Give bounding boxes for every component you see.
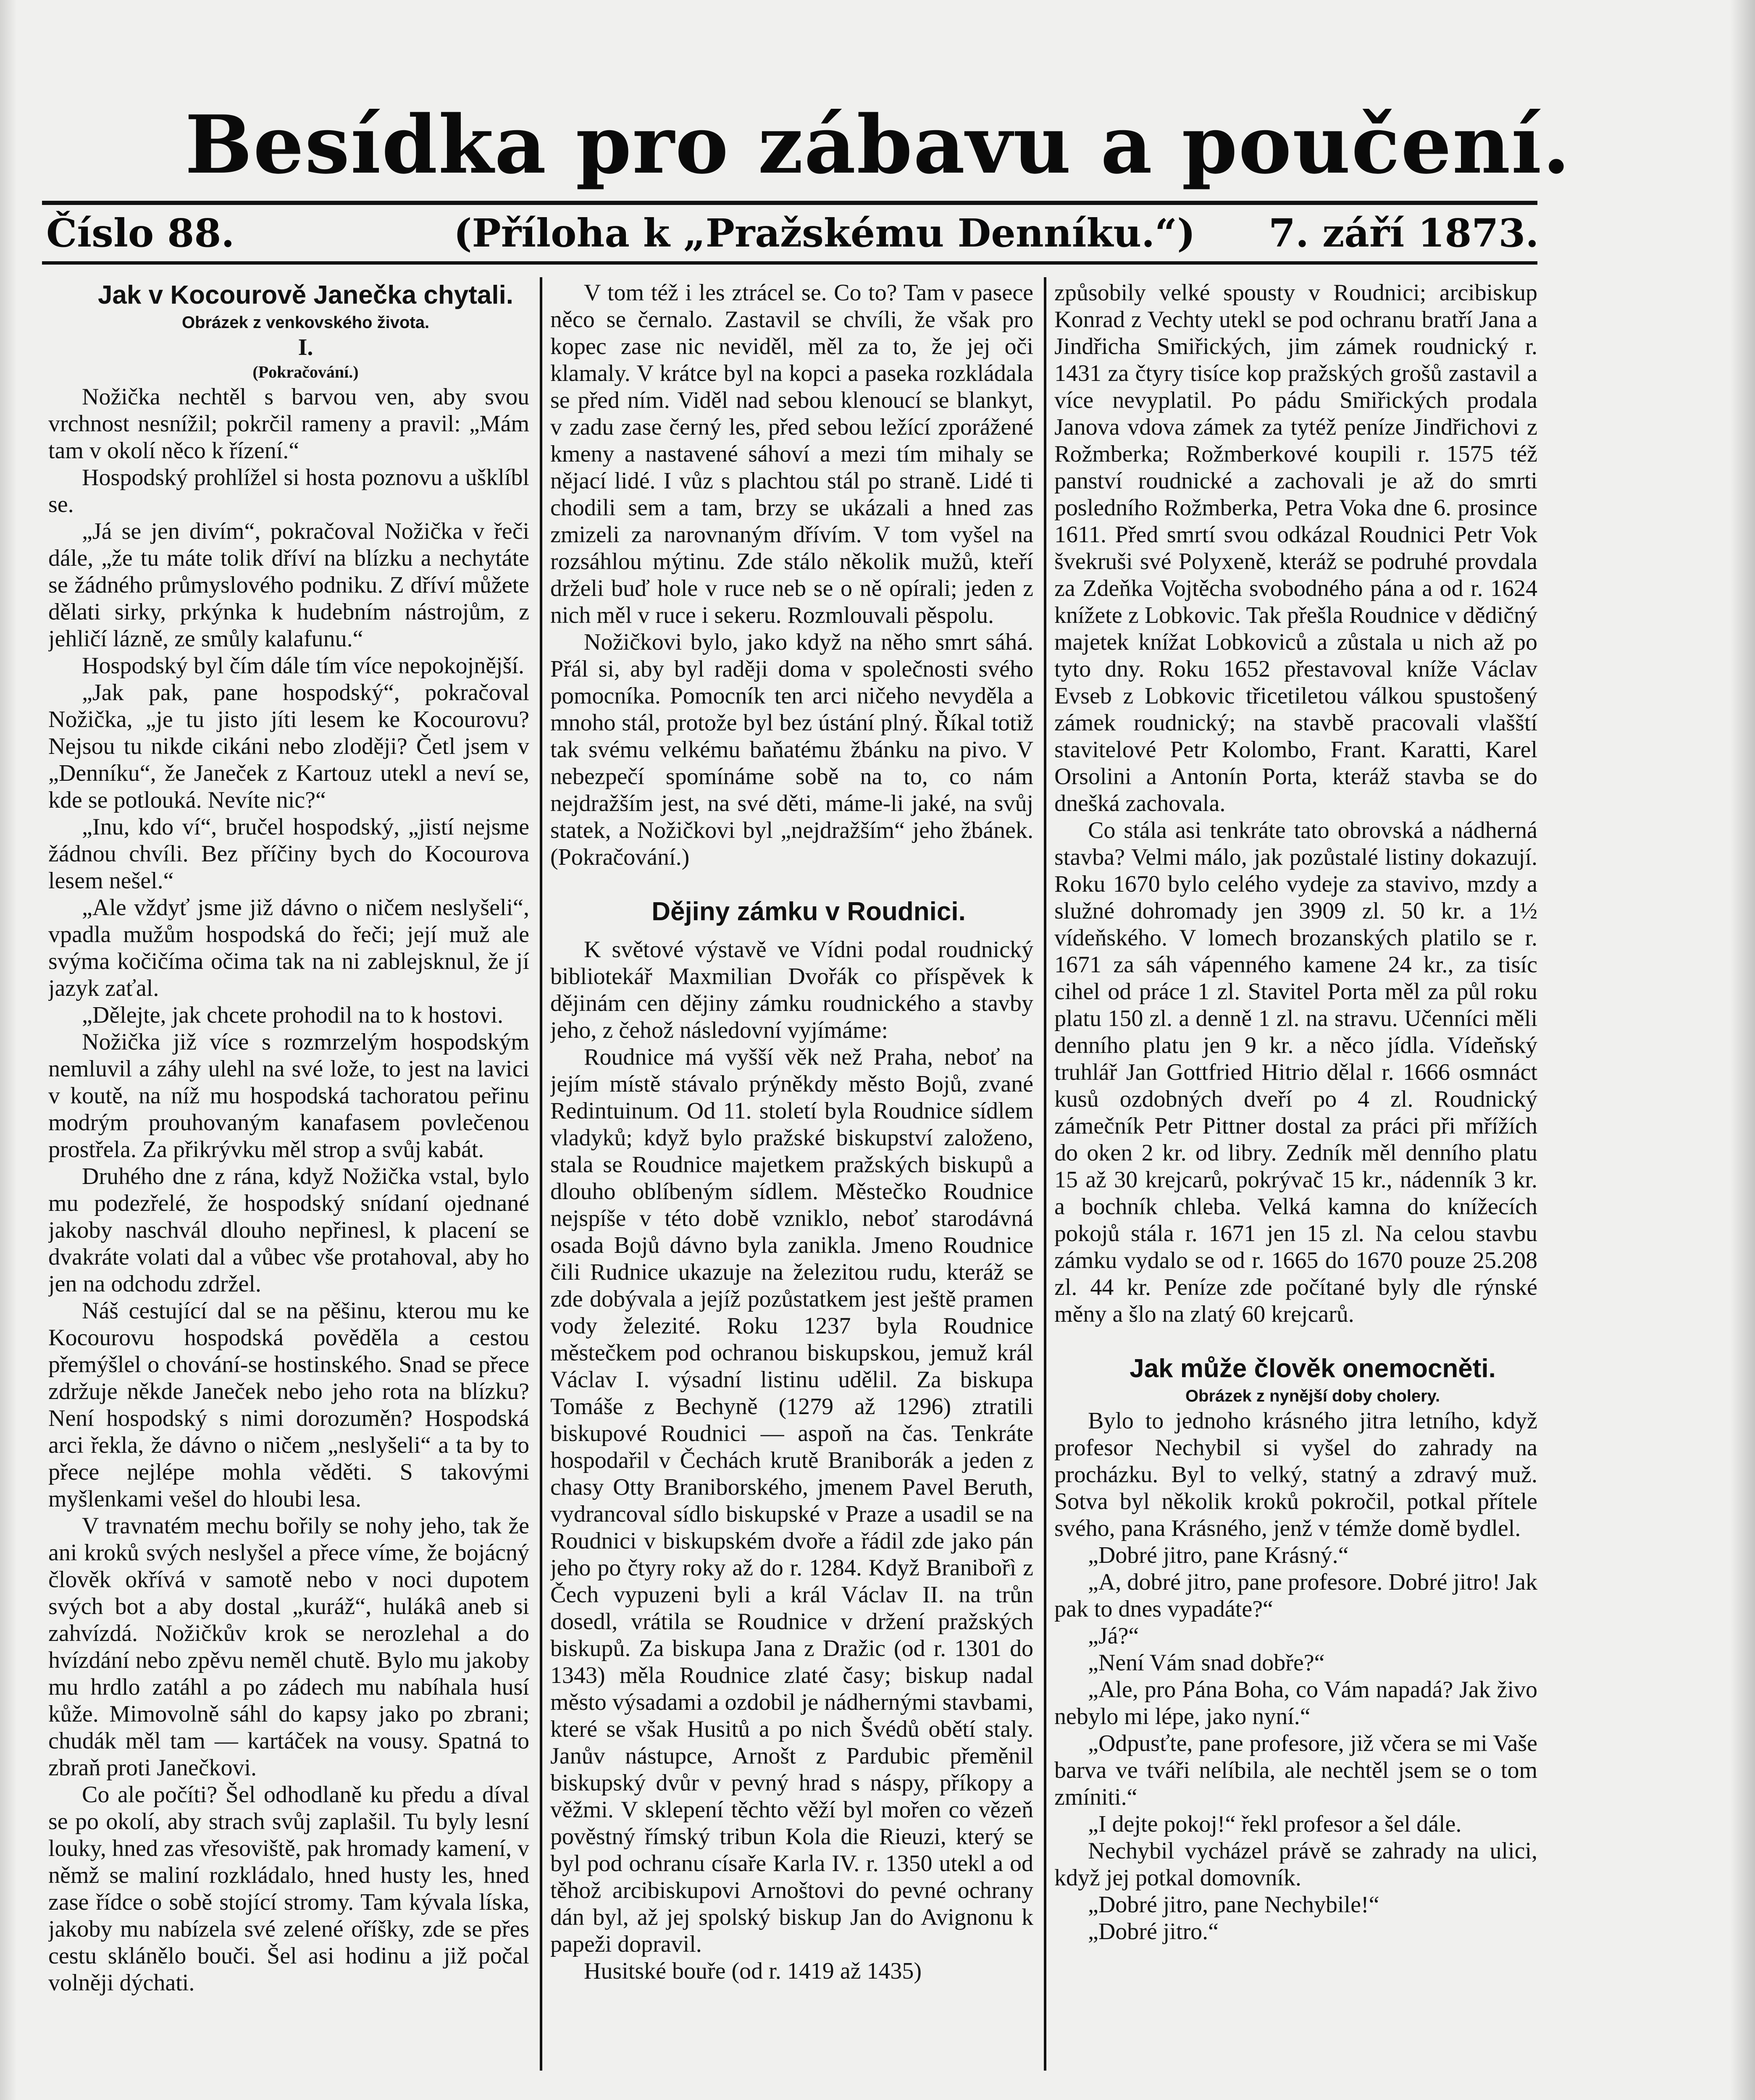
article-part: I. [298,334,313,360]
paragraph: „I dejte pokoj!“ řekl profesor a šel dále. [1088,1811,1462,1837]
column-divider-1 [540,277,542,2071]
paragraph: „Já?“ [1088,1623,1139,1649]
paragraph: Nechybil vycházel právě se zahrady na ulici, když jej potkal domovník. [1054,1838,1537,1891]
paragraph: „Dělejte, jak chcete prohodil na to k hostovi. [82,1002,504,1028]
paragraph: „Ale vždyť jsme již dávno o ničem neslyšeli“, vpadla mužům hospodská do řeči; její muž ale svýma kočičíma očima tak na ni zablejsknul, že jí jazyk zaťal. [48,895,529,1001]
paragraph: „Ale, pro Pána Boha, co Vám napadá? Jak živo nebylo mi lépe, jako nyní.“ [1054,1677,1537,1730]
paragraph: Hospodský prohlížel si hosta poznovu a ušklíbl se. [48,465,529,517]
page-edge-left [0,0,17,2100]
article-title: Dějiny zámku v Roudnici. [652,897,966,926]
supplement-note: (Příloha k „Pražskému Denníku.“) [454,210,1195,256]
masthead-title: Besídka pro zábavu a poučení. [185,98,1571,192]
paragraph: Hospodský byl čím dále tím více nepokojnější. [82,653,524,679]
article-subtitle: Obrázek z nynější doby cholery. [1185,1387,1440,1405]
masthead-rule-bottom [42,261,1537,265]
paragraph: „Inu, kdo ví“, bručel hospodský, „jistí nejsme žádnou chvíli. Bez příčiny bych do Kocourova lesem nešel.“ [48,814,529,894]
paragraph: „Jak pak, pane hospodský“, pokračoval Nožička, „je tu jisto jíti lesem ke Kocourovu? Nejsou tu nikde cikáni nebo zloději? Četl jsem v „Denníku“, že Janeček z Kartouz utekl a neví se, kde se potlouká. Nevíte nic?“ [48,680,529,813]
article-subtitle: Obrázek z venkovského života. [181,313,430,332]
issue-date: 7. září 1873. [1269,210,1539,256]
paragraph: Co ale počíti? Šel odhodlaně ku předu a díval se po okolí, aby strach svůj zaplašil. Tu byly lesní louky, hned zas vřesoviště, pak hromady kamení, v němž se maliní rozkládalo, hned husty les, hned zase řídce o sobě stojící stromy. Tam kývala líska, jakoby mu nabízela své zelené oříšky, zde se přes cestu sklánělo bouči. Šel asi hodinu a již počal volněji dýchati. [48,1782,529,1996]
paragraph: Husitské bouře (od r. 1419 až 1435) [584,1958,922,1984]
paragraph: Bylo to jednoho krásného jitra letního, když profesor Nechybil si vyšel do zahrady na procházku. Byl to velký, statný a zdravý muž. Sotva byl několik kroků pokročil, potkal přítele svého, pana Krásného, jenž v témže domě bydlel. [1054,1408,1537,1541]
paragraph: Náš cestující dal se na pěšinu, kterou mu ke Kocourovu hospodská pověděla a cestou přemýšlel o chování-se hostinského. Snad se přece zdržuje někde Janeček nebo jeho rota na blízku? Není hospodský s nimi dorozuměn? Hospodská arci řekla, že dávno o ničem „neslyšeli“ a ta by to přece nejlépe mohla věděti. S takovými myšlenkami vešel do hloubi lesa. [48,1298,529,1512]
paragraph: „Já se jen divím“, pokračoval Nožička v řeči dále, „že tu máte tolik dříví na blízku a nechytáte se žádného průmyslového podniku. Z dříví můžete dělati sirky, prkýnka k hudebním nástrojům, z jehličí lázně, ze smůly kalafunu.“ [48,518,529,652]
masthead-rule-top [42,201,1537,205]
column-1 [48,279,529,2058]
paragraph: Roudnice má vyšší věk než Praha, neboť na jejím místě stávalo prýněkdy město Bojů, zvané Redintuinum. Od 11. století byla Roudnice sídlem vladyků; když bylo pražské biskupství založeno, stala se Roudnice majetkem pražských biskupů a dlouho oblíbeným sídlem. Městečko Roudnice nejspíše v této době vzniklo, neboť starodávná osada Bojů dávno byla zanikla. Jmeno Roudnice čili Rudnice ukazuje na železitou rudu, kteráž se zde dobývala a jejíž pozůstatkem jest ještě pramen vody železité. Roku 1237 byla Roudnice městečkem pod ochranou biskupskou, jemuž král Václav I. výsadní listinu udělil. Za biskupa Tomáše z Bechyně (1279 až 1296) ztratili biskupové Roudnici — aspoň na čas. Tenkráte hospodařil v Čechách krutě Braniborák a jeden z chasy Otty Braniborského, jmenem Pavel Beruth, vydrancoval sídlo biskupské v Praze a usadil se na Roudnici v biskupském dvoře a řádil zde jako pán jeho po čtyry roky až do r. 1284. Když Branibořì z Čech vypuzeni byli a král Václav II. na trůn dosedl, vrátila se Roudnice v držení pražských biskupů. Za biskupa Jana z Dražic (od r. 1301 do 1343) měla Roudnice zlaté časy; biskup nadal město výsadami a ozdobil je nádhernými stavbami, které se však Husitů a po nich Švédů obětí staly. Janův nástupce, Arnošt z Pardubic přeměnil biskupský dvůr v pevný hrad s náspy, příkopy a věžmi. V sklepení těchto věží byl mořen co vězeň pověstný římský tribun Kola die Rieuzi, který se byl pod ochranu císaře Karla IV. r. 1350 utekl a od těhož arcibiskupovi Arnoštovi do pevné ochrany dán byl, až jej spolský biskup Jan do Avignonu k papeži dopravil. [550,1044,1033,1957]
column-3 [1054,279,1537,2058]
paragraph: „Není Vám snad dobře?“ [1088,1650,1325,1676]
paragraph: „Odpusťte, pane profesore, již včera se mi Vaše barva ve tváři nelíbila, ale nechtěl jsem se o tom zmíniti.“ [1054,1730,1537,1810]
column-2 [550,279,1033,2058]
page-edge-right [1730,0,1755,2100]
column-divider-2 [1044,277,1046,2071]
paragraph: Nožička nechtěl s barvou ven, aby svou vrchnost nesnížil; pokrčil rameny a pravil: „Mám tam v okolí něco k řízení.“ [48,384,529,464]
paragraph: „Dobré jitro, pane Krásný.“ [1088,1542,1349,1568]
article-title: Jak může člověk onemocněti. [1130,1354,1496,1383]
continued-note: (Pokračování.) [252,362,359,381]
paragraph: Co stála asi tenkráte tato obrovská a nádherná stavba? Velmi málo, jak pozůstalé listiny dokazují. Roku 1670 bylo celého vydeje za stavivo, mzdy a služné dohromady jen 3909 zl. 50 kr. a 1½ vídeňského. V lomech brozanských platilo se r. 1671 za sáh vápenného kamene 24 kr., za tisíc cihel od práce 1 zl. Stavitel Porta měl za půl roku platu 150 zl. a denně 1 zl. na stravu. Učenníci měli denního platu jen 9 kr. a něco jídla. Vídeňský truhlář Jan Gottfried Hitrio dělal r. 1666 osmnáct kusů ozdobných dveří po 4 zl. Roudnický zámečník Petr Pittner dostal za práci při mřížích do oken 2 kr. od libry. Zedník měl denního platu 15 až 30 krejcarů, pokrývač 15 kr., nádenník 3 kr. a bochník chleba. Velká kamna do knížecích pokojů stála r. 1671 jen 15 zl. Na celou stavbu zámku vydalo se od r. 1665 do 1670 pouze 25.208 zl. 44 kr. Peníze zde počítané byly dle rýnské měny a šlo na zlatý 60 krejcarů. [1054,817,1537,1327]
paragraph: „Dobré jitro.“ [1088,1919,1219,1945]
issue-number: Číslo 88. [46,210,235,256]
article-title: Jak v Kocourově Janečka chytali. [97,281,514,310]
paragraph: V tom též i les ztrácel se. Co to? Tam v pasece něco se černalo. Zastavil se chvíli, že však pro kopec zase nic neviděl, měl za to, že jej oči klamaly. V krátce byl na kopci a paseka rozkládala se před ním. Viděl nad sebou klenoucí se blankyt, v zadu zase černý les, před sebou ležící zporážené kmeny a nastavené sáhoví a mezi tím mihaly se nějací lidé. I vůz s plachtou stál po straně. Lidé ti chodili sem a tam, brzy se ukázali a hned zas zmizeli za narovnaným dřívím. V tom vyšel na rozsáhlou mýtinu. Zde stálo několik mužů, kteří drželi buď hole v ruce neb se o ně opírali; jeden z nich měl v ruce i sekeru. Rozmlouvali pěspolu. [550,280,1033,628]
paragraph: způsobily velké spousty v Roudnici; arcibiskup Konrad z Vechty utekl se pod ochranu bratří Jana a Jindřicha Smiřických, jim zámek roudnický r. 1431 za čtyry tisíce kop pražských grošů zastavil a více nevyplatil. Po pádu Smiřických prodala Janova vdova zámek za tytéž peníze Jindřichovi z Rožmberka; Rožmberkové koupili r. 1575 též panství roudnické a zachovali je až do smrti posledního Rožmberka, Petra Voka dne 6. prosince 1611. Před smrtí svou odkázal Roudnici Petr Vok švekruši své Polyxeně, kteráž se podruhé provdala za Zdeňka Vojtěcha svobodného pána a od r. 1624 knížete z Lobkovic. Tak přešla Roudnice v dědičný majetek knížat Lobkoviců a zůstala u nich až po tyto dny. Roku 1652 přestavoval kníže Václav Evseb z Lobkovic třicetiletou válkou spustošený zámek roudnický; na stavbě pracovali vlašští stavitelové Petr Kolombo, Frant. Karatti, Karel Orsolini a Antonín Porta, kteráž stavba se do dnešká zachovala. [1054,280,1537,816]
paragraph: „Dobré jitro, pane Nechybile!“ [1088,1892,1379,1918]
paragraph: Nožička již více s rozmrzelým hospodským nemluvil a záhy ulehl na své lože, to jest na lavici v koutě, na níž mu hospodská tachoratou peřinu modrým prouhovaným kanafasem povlečenou prostřela. Za přikrývku měl strop a svůj kabát. [48,1029,529,1163]
paragraph: Druhého dne z rána, když Nožička vstal, bylo mu podezřelé, že hospodský snídaní ojednané jakoby naschvál dlouho nepřinesl, k placení se dvakráte volati dal a vůbec vše protahoval, aby ho jen na odchodu zdržel. [48,1163,529,1297]
paragraph: K světové výstavě ve Vídni podal roudnický bibliotekář Maxmilian Dvořák co příspěvek k dějinám cen dějiny zámku roudnického a stavby jeho, z čehož následovní vyjímáme: [550,937,1033,1043]
paragraph: „A, dobré jitro, pane profesore. Dobré jitro! Jak pak to dnes vypadáte?“ [1054,1569,1537,1622]
paragraph: Nožičkovi bylo, jako když na něho smrt sáhá. Přál si, aby byl raději doma v společnosti svého pomocníka. Pomocník ten arci ničeho nevyděla a mnoho stál, protože byl bez ústání plný. Říkal totiž tak svému velkému baňatému žbánku na pivo. V nebezpečí spomínáme sobě na to, co nám nejdražším jest, na své děti, máme-li jaké, na svůj statek, a Nožičkovi byl „nejdražším“ jeho žbánek. (Pokračování.) [550,629,1033,870]
paragraph: V travnatém mechu bořily se nohy jeho, tak že ani kroků svých neslyšel a přece víme, že bojácný člověk okřívá v samotě nebo v noci dupotem svých bot a aby dostal „kuráž“, hulákâ aneb si zahvízdá. Nožičkův krok se nerozlehal a do hvízdání nebo zpěvu neměl chutě. Bylo mu jakoby mu hrdlo zatáhl a po zádech mu nabíhala husí kůže. Mimovolně sáhl do kapsy jako po zbrani; chudák měl tam — kartáček na vousy. Spatná to zbraň proti Janečkovi. [48,1513,529,1781]
